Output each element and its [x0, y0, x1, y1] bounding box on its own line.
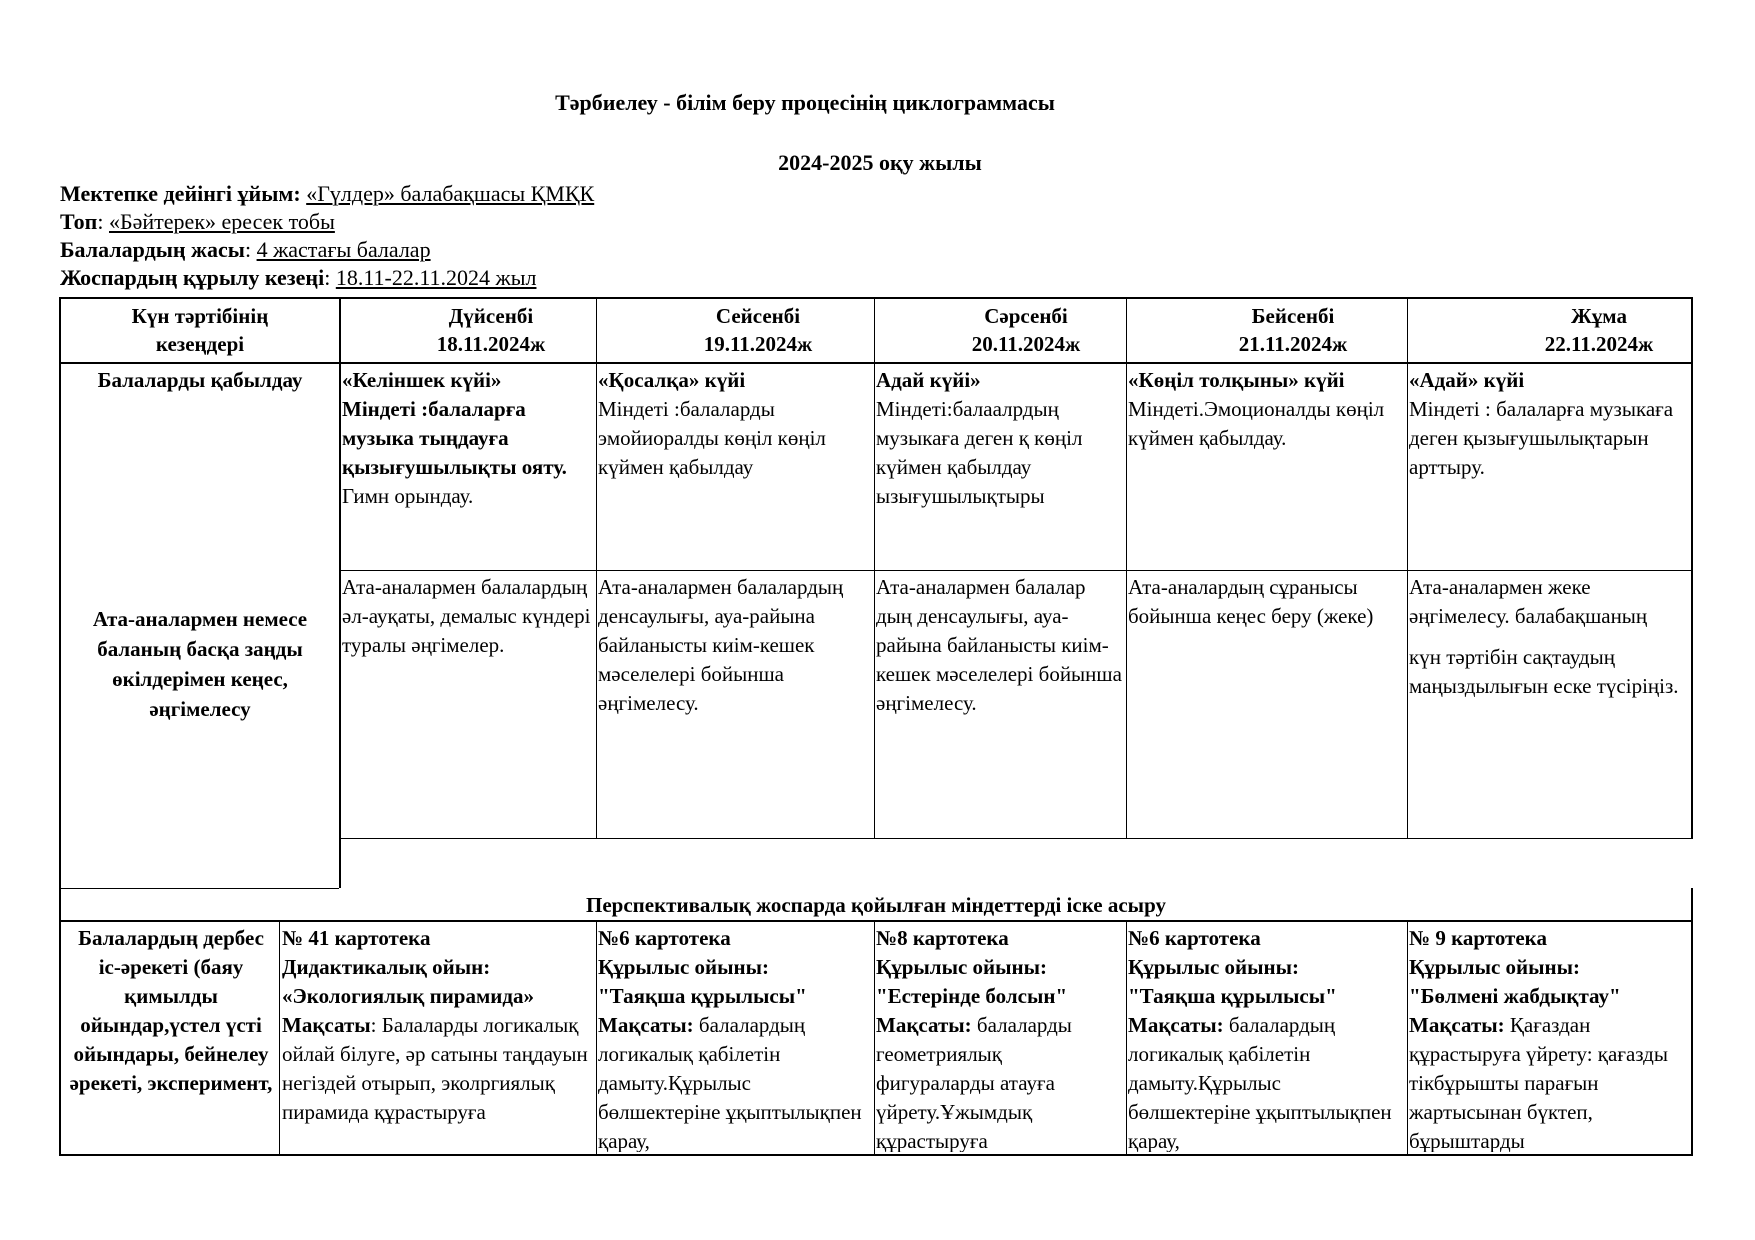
row-label-parents: Ата-аналармен немесе баланың басқа заңды өкілдерімен кеңес, әңгімелесу: [92, 607, 308, 721]
activity-cell-mon: № 41 картотека Дидактикалық ойын: «Экологиялық пирамида» Мақсаты: Балаларды логикалық ойлай білуге, әр сатыны таңдауын негіздей отырып, эколргиялық пирамида құрастыруға: [282, 926, 588, 1124]
row-label-reception: Балаларды қабылдау: [97, 368, 303, 392]
header-corner: Күн тәртібінің кезеңдері: [131, 304, 269, 356]
meta-group: Топ: «Бәйтерек» ересек тобы: [60, 209, 335, 234]
parents-cell-mon: Ата-аналармен балалардың әл-ауқаты, демалыс күндері туралы әңгімелер.: [342, 575, 591, 657]
reception-cell-wed: Адай күйі» Міндеті:балаалрдың музыкаға деген қ көңіл күймен қабылдау ызығушылықтыры: [876, 368, 1083, 508]
reception-cell-fri: «Адай» күйі Міндеті : балаларға музыкаға деген қызығушылықтарын арттыру.: [1409, 368, 1674, 479]
header-day-1: Дүйсенбі 18.11.2024ж: [436, 304, 546, 356]
meta-period: Жоспардың құрылу кезеңі: 18.11-22.11.2024 жыл: [60, 265, 537, 290]
header-day-3: Сәрсенбі 20.11.2024ж: [971, 304, 1081, 356]
section-title: Перспективалық жоспарда қойылған міндеттерді іске асыру: [586, 893, 1166, 917]
activity-cell-tue: №6 картотека Құрылыс ойыны: "Таяқша құрылысы" Мақсаты: балалардың логикалық қабілетін дамыту.Құрылыс бөлшектеріне ұқыптылықпен қарау,: [598, 926, 862, 1152]
meta-age: Балалардың жасы: 4 жастағы балалар: [60, 237, 431, 262]
parents-cell-wed: Ата-аналармен балалар дың денсаулығы, ауа-райына байланысты киім-кешек мәселелері бойынша әңгімелесу.: [876, 575, 1122, 715]
reception-cell-mon: «Келіншек күйі» Міндеті :балаларға музыка тыңдауға қызығушылықты ояту. Гимн орындау.: [342, 368, 567, 508]
activity-cell-wed: №8 картотека Құрылыс ойыны: "Естерінде болсын" Мақсаты: балаларды геометриялық фигураларды атауға үйрету.Ұжымдық құрастыруға: [876, 926, 1072, 1152]
parents-cell-tue: Ата-аналармен балалардың денсаулығы, ауа-райына байланысты киім-кешек мәселелері бойынша әңгімелесу.: [598, 575, 844, 715]
header-day-2: Сейсенбі 19.11.2024ж: [703, 304, 813, 356]
reception-cell-tue: «Қосалқа» күйі Міндеті :балаларды эмойиоралды көңіл көңіл күймен қабылдау: [598, 368, 826, 479]
reception-cell-thu: «Көңіл толқыны» күйі Міндеті.Эмоционалды көңіл күймен қабылдау.: [1128, 368, 1385, 450]
parents-cell-thu: Ата-аналардың сұранысы бойынша кеңес беру (жеке): [1128, 575, 1374, 628]
header-day-5: Жұма 22.11.2024ж: [1544, 304, 1654, 356]
document-title: Тәрбиелеу - білім беру процесінің циклограммасы: [555, 90, 1055, 115]
meta-organization: Мектепке дейінгі ұйым: «Гүлдер» балабақшасы ҚМҚК: [60, 181, 595, 206]
row-label-independent-activity: Балалардың дербес іс-әрекеті (баяу қимылды ойындар,үстел үсті ойындары, бейнелеу әрекеті, эксперимент,: [69, 926, 273, 1095]
parents-cell-fri: Ата-аналармен жеке әңгімелесу. балабақшаның күн тәртібін сақтаудың маңыздылығын еске түсіріңіз.: [1409, 575, 1679, 698]
activity-cell-fri: № 9 картотека Құрылыс ойыны: "Бөлмені жабдықтау" Мақсаты: Қағаздан құрастыруға үйрету: қағазды тікбұрышты парағын жартысынан бүктеп, бұрыштарды: [1409, 926, 1668, 1152]
header-day-4: Бейсенбі 21.11.2024ж: [1238, 304, 1348, 356]
activity-cell-thu: №6 картотека Құрылыс ойыны: "Таяқша құрылысы" Мақсаты: балалардың логикалық қабілетін дамыту.Құрылыс бөлшектеріне ұқыптылықпен қарау,: [1128, 926, 1392, 1152]
academic-year: 2024-2025 оқу жылы: [778, 150, 982, 175]
document-meta: [60, 180, 594, 292]
